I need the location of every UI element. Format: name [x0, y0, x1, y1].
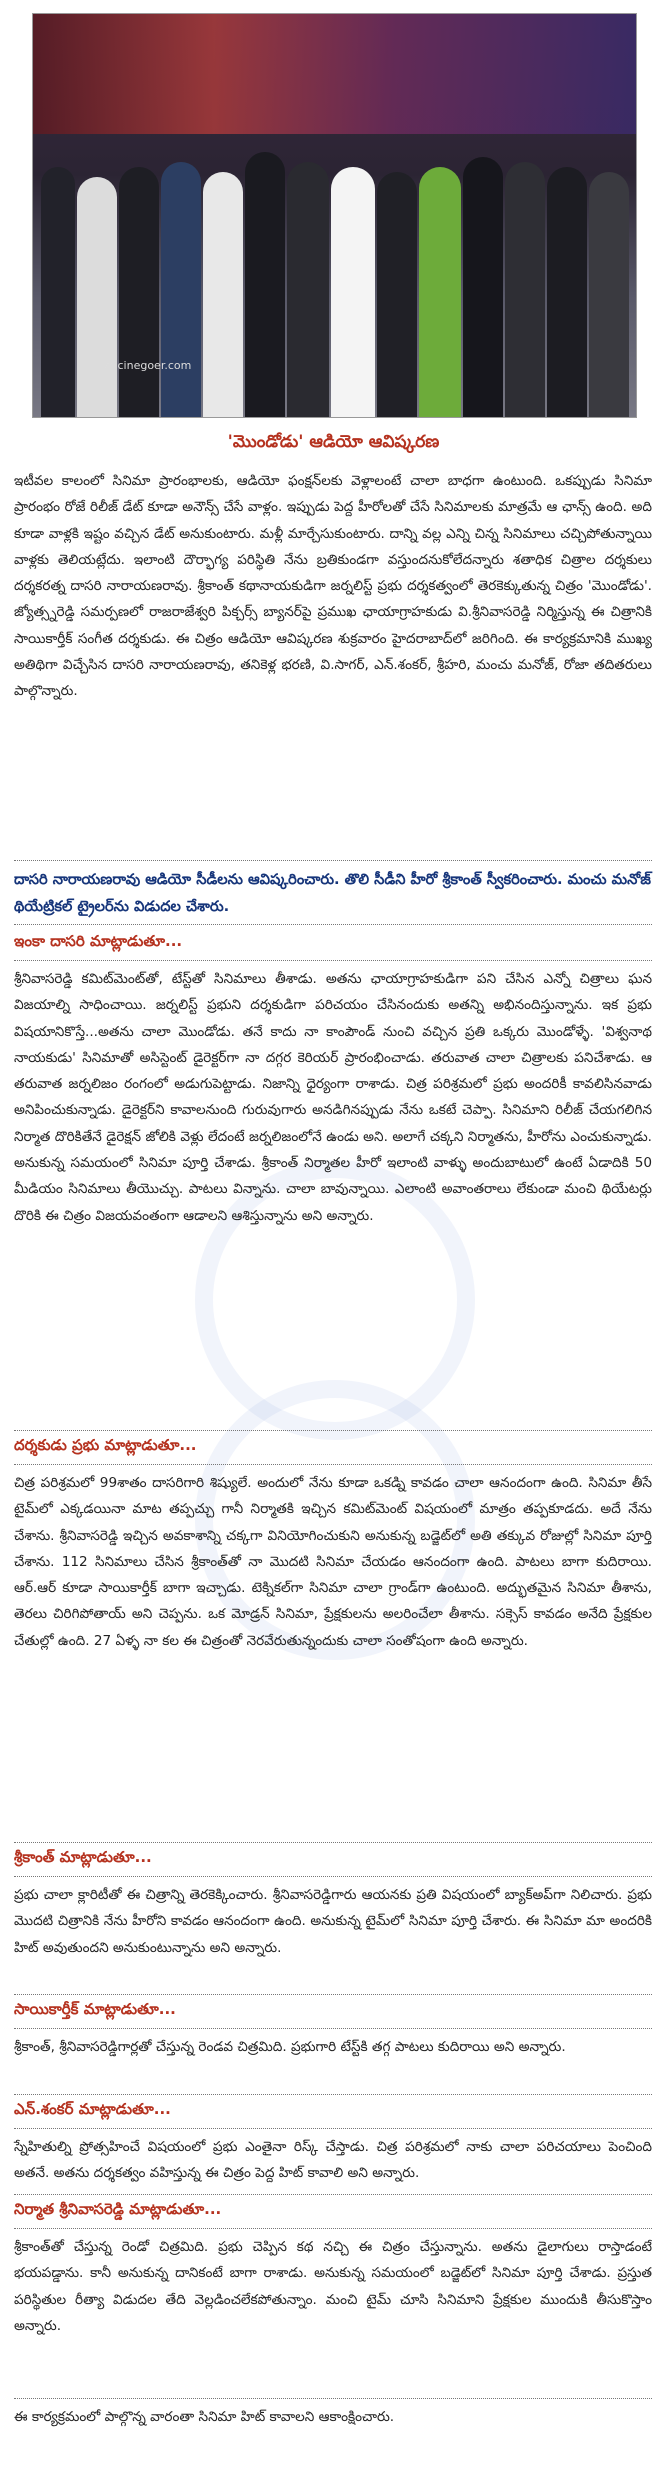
guest-figure	[245, 152, 285, 417]
guest-figure	[203, 172, 243, 417]
guest-figure	[377, 172, 417, 417]
saikarthik-paragraph: శ్రీకాంత్, శ్రీనివాసరెడ్డిగార్లతో చేస్తున్న రెండవ చిత్రమిది. ప్రభుగారి టేస్ట్‌కి తగ్గ పాటలు కుదిరాయి అని అన్నారు.	[14, 2039, 566, 2055]
divider	[14, 2228, 652, 2229]
article-title: 'మొండోడు' ఆడియో ఆవిష్కరణ	[227, 432, 440, 452]
section-heading-producer: నిర్మాత శ్రీనివాసరెడ్డి మాట్లాడుతూ...	[14, 2200, 222, 2218]
guest-figure	[287, 162, 329, 417]
divider	[14, 2398, 652, 2399]
guest-figure	[463, 157, 503, 417]
dasari-paragraph: శ్రీనివాసరెడ్డి కమిట్‌మెంట్‌తో, టేస్ట్‌తో సినిమాలు తీశాడు. అతను ఛాయాగ్రాహకుడిగా పని చేసిన ఎన్నో చిత్రాలు ఘన విజయాల్ని సాధించాయి. జర్నలిస్ట్ ప్రభుని దర్శకుడిగా పరిచయం చేసినందుకు అతన్ని అభినందిస్తున్నాను. ఇక ప్రభు విషయానికొస్తే...అతను చాలా మొండోడు. తనే కాదు నా కాంపౌండ్ నుంచి వచ్చిన ప్రతి ఒక్కరు మొండోళ్ళే. 'విశ్వనాథ నాయకుడు' సినిమాతో అసిస్టెంట్ డైరెక్టర్‌గా నా దగ్గర కెరియర్ ప్రారంభించాడు. తరువాత చాలా చిత్రాలకు పనిచేశాడు. ఆ తరువాత జర్నలిజం రంగంలో అడుగుపెట్టాడు. నిజాన్ని ధైర్యంగా రాశాడు. చిత్ర పరిశ్రమలో ప్రభు అందరికీ కావలిసినవాడు అనిపించుకున్నాడు. డైరెక్టర్‌ని కావాలనుంది గురువుగారు అనడిగినప్పుడు నేను ఒకటే చెప్పా. సినిమాని రిలీజ్ చేయగలిగిన నిర్మాత దొరికితేనే డైరెక్షన్ జోలికి వెళ్లు లేదంటే జర్నలిజంలోనే ఉండు అని. అలాగే చక్కని నిర్మాతను, హీరోను ఎంచుకున్నాడు. అనుకున్న సమయంలో సినిమా పూర్తి చేశాడు. శ్రీకాంత్ నిర్మాతల హీరో ఇలాంటి వాళ్ళు అందుబాటులో ఉంటే ఏడాదికి 50 మీడియం సినిమాలు తీయొచ్చు. పాటలు విన్నాను. చాలా బావున్నాయి. ఎలాంటి అవాంతరాలు లేకుండా మంచి థియేటర్లు దొరికి ఈ చిత్రం విజయవంతంగా ఆడాలని ఆశిస్తున్నాను అని అన్నారు.	[14, 971, 652, 1224]
section-heading-dasari: ఇంకా దాసరి మాట్లాడుతూ...	[14, 932, 183, 950]
section-heading-prabhu: దర్శకుడు ప్రభు మాట్లాడుతూ...	[14, 1436, 197, 1454]
divider	[14, 1876, 652, 1877]
divider	[14, 2194, 652, 2195]
photo-watermark: © cinegoer.com	[103, 359, 192, 372]
event-photo	[32, 13, 637, 418]
prabhu-paragraph: చిత్ర పరిశ్రమలో 99శాతం దాసరిగారి శిష్యులే. అందులో నేను కూడా ఒకడ్ని కావడం చాలా ఆనందంగా ఉంది. సినిమా తీసే టైమ్‌లో ఎక్కడయినా మాట తప్పచ్చు గానీ నిర్మాతకి ఇచ్చిన కమిట్‌మెంట్ విషయంలో మాత్రం తప్పకూడదు. అదే నేను చేశాను. శ్రీనివాసరెడ్డి ఇచ్చిన అవకాశాన్ని చక్కగా వినియోగించుకుని అనుకున్న బడ్జెట్‌లో అతి తక్కువ రోజుల్లో సినిమా పూర్తి చేశాను. 112 సినిమాలు చేసిన శ్రీకాంత్‌తో నా మొదటి సినిమా చేయడం ఆనందంగా ఉంది. పాటలు బాగా కుదిరాయి. ఆర్.ఆర్ కూడా సాయికార్తీక్ బాగా ఇచ్చాడు. టెక్నికల్‌గా సినిమా చాలా గ్రాండ్‌గా ఉంటుంది. అద్భుతమైన సినిమా తీశాను, తెరలు చిరిగిపోతాయ్ అని చెప్పను. ఒక మోడ్రన్ సినిమా, ప్రేక్షకులను అలరించేలా తీశాను. సక్సెస్ కావడం అనేది ప్రేక్షకుల చేతుల్లో ఉంది. 27 ఏళ్ళ నా కల ఈ చిత్రంతో నెరవేరుతున్నందుకు చాలా సంతోషంగా ఉంది అన్నారు.	[14, 1475, 652, 1649]
guest-figure	[589, 172, 629, 417]
divider	[14, 1464, 652, 1465]
intro-paragraph: ఇటీవల కాలంలో సినిమా ప్రారంభాలకు, ఆడియో ఫంక్షన్‌లకు వెళ్లాలంటే చాలా బాధగా ఉంటుంది. ఒకప్పుడు సినిమా ప్రారంభం రోజే రిలీజ్ డేట్ కూడా అనౌన్స్ చేసే వాళ్లం. ఇప్పుడు పెద్ద హీరోలతో చేసే సినిమాలకు మాత్రమే ఆ ఛాన్స్ ఉంది. అది కూడా వాళ్లకి ఇష్టం వచ్చిన డేట్ అనుకుంటారు. మళ్లీ మార్చేసుకుంటారు. దాన్ని వల్ల ఎన్ని చిన్న సినిమాలు చచ్చిపోతున్నాయి వాళ్లకు తెలియట్లేదు. ఇలాంటి దౌర్భాగ్య పరిస్థితి నేను బ్రతికుండగా వస్తుందనుకోలేదన్నారు శతాధిక చిత్రాల దర్శకులు దర్శకరత్న దాసరి నారాయణరావు. శ్రీకాంత్ కథానాయకుడిగా జర్నలిస్ట్ ప్రభు దర్శకత్వంలో తెరకెక్కుతున్న చిత్రం 'మొండోడు'. జ్యోత్స్నరెడ్డి సమర్పణలో రాజరాజేశ్వరి పిక్చర్స్ బ్యానర్‌పై ప్రముఖ ఛాయాగ్రాహకుడు వి.శ్రీనివాసరెడ్డి నిర్మిస్తున్న ఈ చిత్రానికి సాయికార్తీక్ సంగీత దర్శకుడు. ఈ చిత్రం ఆడియో ఆవిష్కరణ శుక్రవారం హైదరాబాద్‌లో జరిగింది. ఈ కార్యక్రమానికి ముఖ్య అతిథిగా విచ్చేసిన దాసరి నారాయణరావు, తనికెళ్ల భరణి, వి.సాగర్, ఎన్.శంకర్, శ్రీహరి, మంచు మనోజ్, రోజా తదితరులు పాల్గొన్నారు.	[14, 473, 652, 700]
srikanth-paragraph: ప్రభు చాలా క్లారిటీతో ఈ చిత్రాన్ని తెరకెక్కించారు. శ్రీనివాసరెడ్డిగారు ఆయనకు ప్రతి విషయంలో బ్యాక్అప్‌గా నిలిచారు. ప్రభు మొదటి చిత్రానికి నేను హీరోని కావడం ఆనందంగా ఉంది. అనుకున్న టైమ్‌లో సినిమా పూర్తి చేశారు. ఈ సినిమా మా అందరికి హిట్ అవుతుందని అనుకుంటున్నాను అని అన్నారు.	[14, 1887, 652, 1956]
closing-paragraph: ఈ కార్యక్రమంలో పాల్గొన్న వారంతా సినిమా హిట్ కావాలని ఆకాంక్షించారు.	[14, 2409, 395, 2425]
divider	[14, 860, 652, 861]
guest-figure	[331, 167, 375, 417]
guest-figure	[41, 167, 75, 417]
guest-figure	[419, 167, 461, 417]
producer-paragraph: శ్రీకాంత్‌తో చేస్తున్న రెండో చిత్రమిది. ప్రభు చెప్పిన కథ నచ్చి ఈ చిత్రం చేస్తున్నాను. అతను డైలాగులు రాస్తాడంటే భయపడ్డాను. కానీ అనుకున్న దానికంటే బాగా రాశాడు. అనుకున్న సమయంలో బడ్జెట్‌లో సినిమా పూర్తి చేశాడు. ప్రస్తుత పరిస్థితుల రీత్యా విడుదల తేది వెల్లడించలేకపోతున్నాం. మంచి టైమ్ చూసి సినిమాని ప్రేక్షకుల ముందుకి తీసుకొస్తాం అన్నారు.	[14, 2239, 652, 2334]
guest-figure	[505, 162, 545, 417]
stage-banner	[33, 14, 636, 134]
section-heading-shankar: ఎన్.శంకర్ మాట్లాడుతూ...	[14, 2100, 171, 2118]
highlight-paragraph: దాసరి నారాయణరావు ఆడియో సీడీలను ఆవిష్కరించారు. తొలి సీడీని హీరో శ్రీకాంత్ స్వీకరించారు. మంచు మనోజ్ థియేట్రికల్ ట్రైలర్‌ను విడుదల చేశారు.	[14, 871, 651, 915]
divider	[14, 1994, 652, 1995]
guest-figure	[547, 167, 587, 417]
guest-figure	[161, 162, 201, 417]
shankar-paragraph: స్నేహితుల్ని ప్రోత్సహించే విషయంలో ప్రభు ఎంతైనా రిస్క్ చేస్తాడు. చిత్ర పరిశ్రమలో నాకు చాలా పరిచయాలు పెంచింది అతనే. అతను దర్శకత్వం వహిస్తున్న ఈ చిత్రం పెద్ద హిట్ కావాలి అని అన్నారు.	[14, 2139, 652, 2182]
divider	[14, 2028, 652, 2029]
divider	[14, 924, 652, 925]
divider	[14, 2094, 652, 2095]
divider	[14, 1842, 652, 1843]
divider	[14, 960, 652, 961]
section-heading-saikarthik: సాయికార్తీక్ మాట్లాడుతూ...	[14, 2000, 176, 2018]
guest-figure	[77, 177, 117, 417]
divider	[14, 1430, 652, 1431]
section-heading-srikanth: శ్రీకాంత్ మాట్లాడుతూ...	[14, 1848, 152, 1866]
divider	[14, 2128, 652, 2129]
guest-figure	[119, 167, 159, 417]
